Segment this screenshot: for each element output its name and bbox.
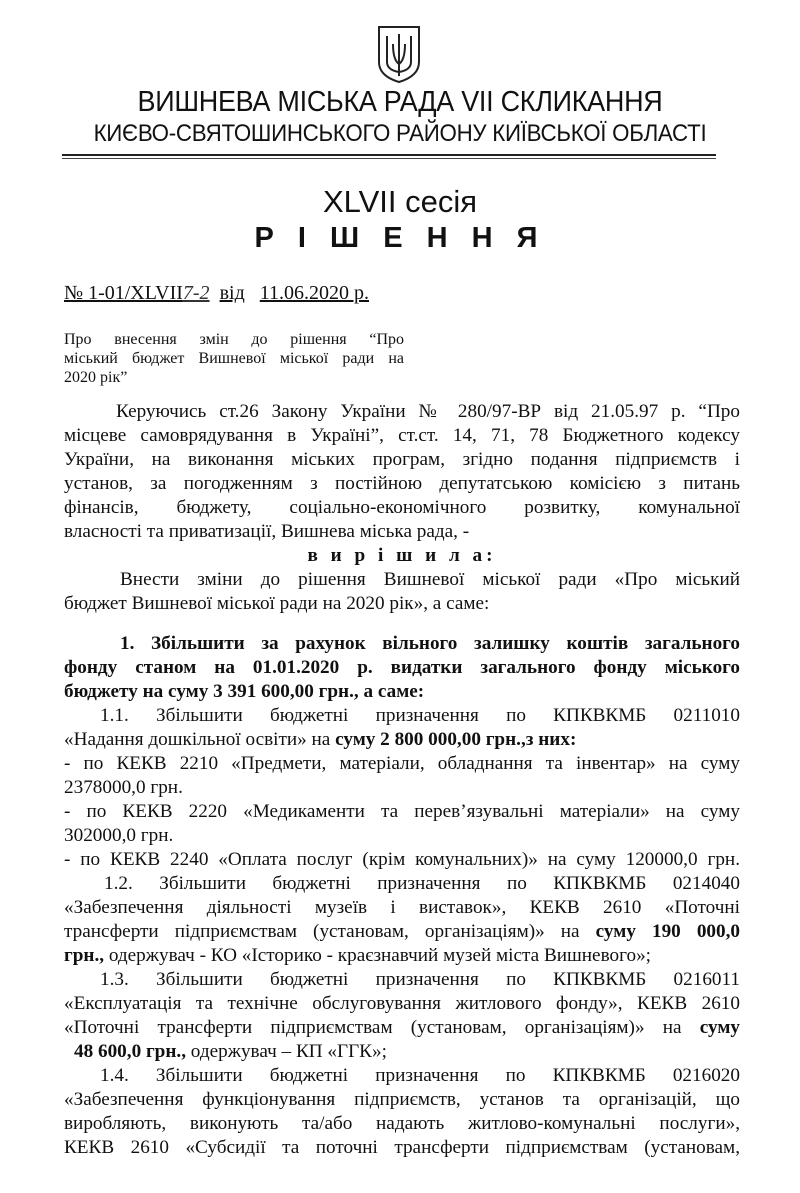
item-line: «Забезпечення функціонування підприємств, установ та організацій, що (64, 1089, 740, 1110)
item-amount: суму 190 000,0 (595, 921, 740, 942)
item-line: 302000,0 грн. (64, 825, 174, 846)
decision-date: 11.06.2020 р. (259, 282, 370, 304)
decision-number (64, 282, 369, 305)
item-text: «Надання дошкільної освіти» на (64, 729, 336, 750)
item-line: фонду станом на 01.01.2020 р. видатки загального фонду міського (64, 657, 740, 678)
subject-line: 2020 рік” (64, 369, 128, 386)
district-name: КИЄВО-СВЯТОШИНСЬКОГО РАЙОНУ КИЇВСЬКОЇ ОБЛАСТІ (93, 120, 707, 147)
item-line: 1. Збільшити за рахунок вільного залишку коштів загального (120, 633, 740, 654)
item-1 (64, 632, 740, 1160)
session-title: XLVII сесія (322, 184, 478, 219)
resolved-heading: в и р і ш и л а: (307, 545, 497, 566)
preamble-line: Керуючись ст.26 Закону України № 280/97-ВР від 21.05.97 р. “Про (116, 401, 740, 422)
item-line (64, 1016, 740, 1040)
number-handwritten: 7-2 (182, 282, 210, 304)
header-divider (62, 154, 716, 156)
item-line: «Забезпечення діяльності музеїв і виставок», КЕКВ 2610 «Поточні (64, 897, 740, 918)
number-from: від (219, 282, 245, 304)
item-text: одержувач – КП «ГГК»; (186, 1041, 387, 1062)
item-text: «Поточні трансферти підприємствам (установам, організаціям)» на (64, 1017, 700, 1038)
item-amount: 48 600,0 грн., (74, 1041, 186, 1062)
intro-line: Внести зміни до рішення Вишневої міської ради «Про міський (120, 569, 740, 590)
subject-line: міський бюджет Вишневої міської ради на (64, 350, 404, 367)
item-line: КЕКВ 2610 «Субсидії та поточні трансферти підприємствам (установам, (64, 1137, 740, 1158)
preamble (64, 400, 740, 616)
item-line: 1.2. Збільшити бюджетні призначення по КПКВКМБ 0214040 (104, 873, 740, 894)
intro-line: бюджет Вишневої міської ради на 2020 рік», а саме: (64, 593, 490, 614)
subject-line: Про внесення змін до рішення “Про (64, 331, 404, 348)
item-line: - по КЕКВ 2210 «Предмети, матеріали, обладнання та інвентар» на суму (64, 753, 740, 774)
item-line: 2378000,0 грн. (64, 777, 183, 798)
item-amount: суму (699, 1017, 740, 1038)
preamble-line: установ, за погодженням з постійною депутатською комісією з питань (64, 473, 740, 494)
header-divider-thin (62, 158, 716, 159)
item-line: 1.1. Збільшити бюджетні призначення по КПКВКМБ 0211010 (100, 705, 740, 726)
item-line: - по КЕКВ 2220 «Медикаменти та перев’язувальні матеріали» на суму (64, 801, 740, 822)
item-line: - по КЕКВ 2240 «Оплата послуг (крім комунальних)» на суму 120000,0 грн. (64, 849, 740, 870)
decision-subject (64, 330, 404, 387)
council-name: ВИШНЕВА МІСЬКА РАДА VII СКЛИКАННЯ (137, 86, 663, 118)
item-line: 1.4. Збільшити бюджетні призначення по КПКВКМБ 0216020 (100, 1065, 740, 1086)
document-title: Р І Ш Е Н Н Я (254, 222, 546, 254)
preamble-line: фінансів, бюджету, соціально-економічного розвитку, комунальної (64, 497, 740, 518)
item-amount: суму 2 800 000,00 грн.,з них: (335, 729, 577, 750)
item-amount: грн., (64, 945, 105, 966)
item-text: трансферти підприємствам (установам, організаціям)» на (64, 921, 596, 942)
item-line: бюджету на суму 3 391 600,00 грн., а саме: (64, 681, 425, 702)
item-line: виробляють, виконують та/або надають житлово-комунальні послуги», (64, 1113, 740, 1134)
preamble-line: України, на виконання міських програм, згідно подання підприємств і (64, 449, 740, 470)
item-line (64, 728, 740, 752)
preamble-line: власності та приватизації, Вишнева міська рада, - (64, 521, 470, 542)
ukraine-trident-icon (376, 24, 422, 84)
item-line: «Експлуатація та технічне обслуговування житлового фонду», КЕКВ 2610 (64, 993, 740, 1014)
number-prefix: № 1-01/XLVII (64, 282, 183, 304)
item-line (64, 920, 740, 944)
item-line (64, 944, 740, 968)
item-line: 1.3. Збільшити бюджетні призначення по КПКВКМБ 0216011 (100, 969, 740, 990)
preamble-line: місцеве самоврядування в Україні”, ст.ст. 14, 71, 78 Бюджетного кодексу (64, 425, 740, 446)
item-line (64, 1040, 740, 1064)
item-text: одержувач - КО «Історико - краєзнавчий музей міста Вишневого»; (104, 945, 652, 966)
